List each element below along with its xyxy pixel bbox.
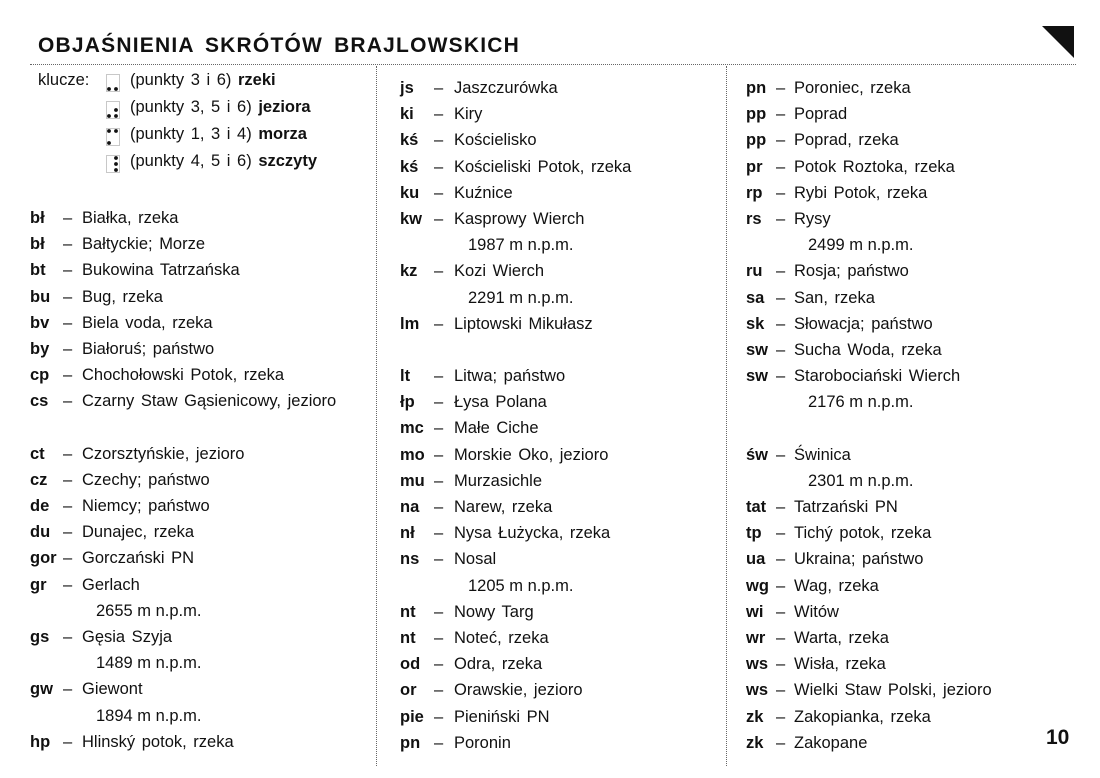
braille-dot bbox=[107, 129, 111, 133]
abbreviation: pn bbox=[746, 79, 767, 97]
description: Potok Roztoka, rzeka bbox=[794, 157, 955, 176]
abbreviation: tp bbox=[746, 524, 762, 543]
dash-separator: – bbox=[434, 471, 444, 490]
dash-separator: – bbox=[434, 131, 444, 150]
dash-separator: – bbox=[63, 209, 73, 227]
dash-separator: – bbox=[776, 707, 786, 726]
dash-separator: – bbox=[776, 131, 786, 150]
dash-separator: – bbox=[63, 523, 73, 542]
dash-separator: – bbox=[63, 287, 73, 306]
braille-key-points: (punkty 1, 3 i 4) bbox=[130, 125, 252, 143]
braille-cell-icon bbox=[106, 155, 120, 173]
description: San, rzeka bbox=[794, 288, 875, 307]
description: Małe Ciche bbox=[454, 419, 539, 438]
dash-separator: – bbox=[434, 79, 444, 97]
description: Kasprowy Wierch bbox=[454, 209, 585, 228]
description: Witów bbox=[794, 602, 839, 621]
description: Rybi Potok, rzeka bbox=[794, 183, 928, 202]
braille-key-text bbox=[130, 71, 276, 90]
abbreviation: ws bbox=[746, 681, 769, 700]
dash-separator: – bbox=[434, 262, 444, 281]
abbreviation: ki bbox=[400, 105, 414, 124]
page-title: OBJAŚNIENIA SKRÓTÓW BRAJLOWSKICH bbox=[38, 34, 520, 57]
braille-cell-icon bbox=[106, 128, 120, 146]
dash-separator: – bbox=[776, 445, 786, 464]
abbreviation: gr bbox=[30, 575, 47, 594]
dash-separator: – bbox=[776, 681, 786, 700]
braille-dot bbox=[114, 129, 118, 133]
braille-key-category: morza bbox=[258, 125, 307, 143]
abbreviation: zk bbox=[746, 707, 764, 726]
description: Gerlach bbox=[82, 575, 140, 594]
braille-key-points: (punkty 3 i 6) bbox=[130, 71, 232, 89]
dash-separator: – bbox=[776, 340, 786, 359]
description: Poroniec, rzeka bbox=[794, 79, 911, 97]
abbreviation: mo bbox=[400, 445, 425, 464]
dash-separator: – bbox=[776, 602, 786, 621]
description: Bug, rzeka bbox=[82, 287, 163, 306]
elevation: 1205 m n.p.m. bbox=[468, 576, 574, 595]
abbreviation: cp bbox=[30, 366, 50, 385]
column-divider-2 bbox=[726, 66, 727, 766]
description: Jaszczurówka bbox=[454, 79, 558, 97]
abbreviation: na bbox=[400, 498, 420, 516]
braille-key-category: rzeki bbox=[237, 71, 276, 89]
dash-separator: – bbox=[776, 733, 786, 752]
description: Tatrzański PN bbox=[794, 498, 898, 516]
braille-dot bbox=[114, 168, 118, 172]
dash-separator: – bbox=[776, 262, 786, 281]
description: Wisła, rzeka bbox=[794, 655, 886, 674]
dash-separator: – bbox=[434, 209, 444, 228]
description: Litwa; państwo bbox=[454, 367, 566, 386]
description: Czorsztyńskie, jezioro bbox=[82, 444, 245, 463]
dash-separator: – bbox=[776, 314, 786, 333]
abbreviation: or bbox=[400, 681, 417, 700]
dash-separator: – bbox=[434, 707, 444, 726]
column-divider-1 bbox=[376, 66, 377, 766]
corner-triangle-icon bbox=[1042, 26, 1074, 58]
dash-separator: – bbox=[434, 681, 444, 700]
description: Warta, rzeka bbox=[794, 628, 889, 647]
abbreviation: gor bbox=[30, 549, 57, 568]
abbreviation: sw bbox=[746, 367, 769, 386]
abbreviation: kś bbox=[400, 157, 419, 176]
dash-separator: – bbox=[776, 628, 786, 647]
description: Łysa Polana bbox=[454, 393, 547, 412]
dash-separator: – bbox=[434, 393, 444, 412]
braille-key-text bbox=[130, 98, 311, 117]
elevation: 1894 m n.p.m. bbox=[96, 706, 202, 725]
dash-separator: – bbox=[776, 105, 786, 124]
abbreviation: pr bbox=[746, 157, 763, 176]
dash-separator: – bbox=[776, 157, 786, 176]
dash-separator: – bbox=[434, 550, 444, 569]
description: Sucha Woda, rzeka bbox=[794, 340, 942, 359]
description: Pieniński PN bbox=[454, 707, 550, 726]
description: Narew, rzeka bbox=[454, 498, 553, 516]
abbreviation: pp bbox=[746, 105, 767, 124]
page-number: 10 bbox=[1046, 726, 1070, 749]
braille-dot bbox=[114, 108, 118, 112]
dash-separator: – bbox=[63, 680, 73, 699]
description: Bałtyckie; Morze bbox=[82, 235, 206, 254]
dash-separator: – bbox=[434, 157, 444, 176]
elevation: 2176 m n.p.m. bbox=[808, 393, 914, 412]
abbreviation: sa bbox=[746, 288, 765, 307]
abbreviation: rp bbox=[746, 183, 763, 202]
abbreviation: wr bbox=[746, 628, 766, 647]
description: Kościelisko bbox=[454, 131, 537, 150]
abbreviation: gs bbox=[30, 628, 50, 646]
abbreviation: ws bbox=[746, 655, 769, 674]
abbreviation: gw bbox=[30, 680, 53, 699]
abbreviation: kś bbox=[400, 131, 419, 150]
dash-separator: – bbox=[63, 366, 73, 385]
description: Dunajec, rzeka bbox=[82, 523, 195, 542]
abbreviation: sk bbox=[746, 314, 765, 333]
dash-separator: – bbox=[63, 470, 73, 489]
dash-separator: – bbox=[63, 261, 73, 280]
abbreviation: ns bbox=[400, 550, 420, 569]
dash-separator: – bbox=[63, 339, 73, 358]
dash-separator: – bbox=[434, 105, 444, 124]
dash-separator: – bbox=[776, 209, 786, 228]
description: Nysa Łużycka, rzeka bbox=[454, 524, 611, 543]
abbreviation: nł bbox=[400, 524, 415, 543]
dash-separator: – bbox=[776, 183, 786, 202]
dash-separator: – bbox=[776, 576, 786, 595]
abbreviation: ua bbox=[746, 550, 766, 569]
abbreviation: cz bbox=[30, 470, 48, 489]
dash-separator: – bbox=[434, 628, 444, 647]
description: Czechy; państwo bbox=[82, 470, 210, 489]
description: Słowacja; państwo bbox=[794, 314, 933, 333]
dash-separator: – bbox=[434, 602, 444, 621]
description: Świnica bbox=[794, 445, 851, 464]
description: Kiry bbox=[454, 105, 483, 124]
dash-separator: – bbox=[63, 497, 73, 516]
abbreviation: du bbox=[30, 523, 51, 542]
description: Poronin bbox=[454, 733, 511, 752]
dash-separator: – bbox=[434, 419, 444, 438]
description: Rosja; państwo bbox=[794, 262, 909, 281]
elevation: 1987 m n.p.m. bbox=[468, 236, 574, 255]
abbreviation: de bbox=[30, 497, 50, 516]
dash-separator: – bbox=[434, 733, 444, 752]
braille-cell-icon bbox=[106, 74, 120, 92]
abbreviation: cs bbox=[30, 392, 49, 411]
braille-dot bbox=[107, 141, 111, 145]
elevation: 1489 m n.p.m. bbox=[96, 654, 202, 673]
elevation: 2655 m n.p.m. bbox=[96, 601, 202, 620]
keys-label: klucze: bbox=[38, 71, 90, 89]
abbreviation: sw bbox=[746, 340, 769, 359]
dash-separator: – bbox=[63, 549, 73, 568]
abbreviation: pie bbox=[400, 707, 424, 726]
dash-separator: – bbox=[776, 367, 786, 386]
dash-separator: – bbox=[63, 628, 73, 646]
abbreviation: lt bbox=[400, 367, 411, 386]
abbreviation: by bbox=[30, 339, 50, 358]
description: Biela voda, rzeka bbox=[82, 313, 213, 332]
abbreviation: od bbox=[400, 655, 421, 674]
description: Zakopane bbox=[794, 733, 868, 752]
dash-separator: – bbox=[63, 235, 73, 254]
abbreviation: zk bbox=[746, 733, 764, 752]
description: Orawskie, jezioro bbox=[454, 681, 583, 700]
abbreviation: bt bbox=[30, 261, 46, 280]
description: Kościeliski Potok, rzeka bbox=[454, 157, 632, 176]
abbreviation: mu bbox=[400, 471, 425, 490]
description: Nosal bbox=[454, 550, 497, 569]
braille-dot bbox=[114, 156, 118, 160]
abbreviation: wi bbox=[746, 602, 764, 621]
abbreviation: ru bbox=[746, 262, 763, 281]
dash-separator: – bbox=[63, 444, 73, 463]
dash-separator: – bbox=[776, 498, 786, 516]
dash-separator: – bbox=[776, 524, 786, 543]
dash-separator: – bbox=[63, 575, 73, 594]
description: Tichý potok, rzeka bbox=[794, 524, 932, 543]
dash-separator: – bbox=[776, 550, 786, 569]
abbreviation: bł bbox=[30, 235, 45, 254]
braille-dot bbox=[114, 114, 118, 118]
description: Morskie Oko, jezioro bbox=[454, 445, 609, 464]
description: Zakopianka, rzeka bbox=[794, 707, 931, 726]
braille-dot bbox=[114, 162, 118, 166]
braille-dot bbox=[107, 87, 111, 91]
dash-separator: – bbox=[63, 732, 73, 751]
dash-separator: – bbox=[434, 498, 444, 516]
abbreviation: bu bbox=[30, 287, 51, 306]
dash-separator: – bbox=[434, 314, 444, 333]
abbreviation: mc bbox=[400, 419, 424, 438]
description: Poprad bbox=[794, 105, 848, 124]
braille-dot bbox=[107, 114, 111, 118]
description: Wag, rzeka bbox=[794, 576, 879, 595]
description: Ukraina; państwo bbox=[794, 550, 924, 569]
description: Hlinský potok, rzeka bbox=[82, 732, 234, 751]
elevation: 2291 m n.p.m. bbox=[468, 288, 574, 307]
dash-separator: – bbox=[63, 392, 73, 411]
braille-key-points: (punkty 3, 5 i 6) bbox=[130, 98, 252, 116]
braille-key-text bbox=[130, 125, 307, 144]
abbreviation: js bbox=[400, 79, 414, 97]
dash-separator: – bbox=[776, 288, 786, 307]
braille-key-category: szczyty bbox=[258, 152, 318, 170]
abbreviation: św bbox=[746, 445, 769, 464]
description: Poprad, rzeka bbox=[794, 131, 899, 150]
description: Białka, rzeka bbox=[82, 209, 179, 227]
abbreviation: nt bbox=[400, 602, 416, 621]
description: Odra, rzeka bbox=[454, 655, 543, 674]
description: Starobociański Wierch bbox=[794, 367, 961, 386]
description: Białoruś; państwo bbox=[82, 339, 215, 358]
abbreviation: lm bbox=[400, 314, 420, 333]
abbreviation: pp bbox=[746, 131, 767, 150]
description: Kuźnice bbox=[454, 183, 513, 202]
description: Giewont bbox=[82, 680, 143, 699]
dash-separator: – bbox=[434, 524, 444, 543]
description: Gęsia Szyja bbox=[82, 628, 173, 646]
description: Bukowina Tatrzańska bbox=[82, 261, 240, 280]
dash-separator: – bbox=[434, 367, 444, 386]
description: Niemcy; państwo bbox=[82, 497, 210, 516]
description: Czarny Staw Gąsienicowy, jezioro bbox=[82, 392, 337, 411]
description: Wielki Staw Polski, jezioro bbox=[794, 681, 992, 700]
abbreviation: hp bbox=[30, 732, 51, 751]
dash-separator: – bbox=[434, 183, 444, 202]
dash-separator: – bbox=[434, 655, 444, 674]
title-divider bbox=[30, 64, 1076, 65]
abbreviation: kz bbox=[400, 262, 418, 281]
description: Liptowski Mikułasz bbox=[454, 314, 593, 333]
abbreviation: kw bbox=[400, 209, 423, 228]
braille-key-category: jeziora bbox=[258, 98, 311, 116]
elevation: 2301 m n.p.m. bbox=[808, 471, 914, 490]
dash-separator: – bbox=[776, 79, 786, 97]
description: Gorczański PN bbox=[82, 549, 195, 568]
braille-dot bbox=[114, 87, 118, 91]
dash-separator: – bbox=[776, 655, 786, 674]
description: Rysy bbox=[794, 209, 831, 228]
abbreviation: łp bbox=[400, 393, 415, 412]
abbreviation: nt bbox=[400, 628, 416, 647]
elevation: 2499 m n.p.m. bbox=[808, 236, 914, 255]
description: Kozi Wierch bbox=[454, 262, 545, 281]
abbreviation: bł bbox=[30, 209, 45, 227]
dash-separator: – bbox=[63, 313, 73, 332]
description: Nowy Targ bbox=[454, 602, 534, 621]
braille-key-text bbox=[130, 152, 317, 171]
abbreviation: ct bbox=[30, 444, 45, 463]
dash-separator: – bbox=[434, 445, 444, 464]
abbreviation: wg bbox=[746, 576, 769, 595]
description: Chochołowski Potok, rzeka bbox=[82, 366, 285, 385]
braille-key-points: (punkty 4, 5 i 6) bbox=[130, 152, 252, 170]
description: Noteć, rzeka bbox=[454, 628, 549, 647]
abbreviation: tat bbox=[746, 498, 767, 516]
abbreviation: rs bbox=[746, 209, 762, 228]
abbreviation: ku bbox=[400, 183, 420, 202]
abbreviation: pn bbox=[400, 733, 421, 752]
abbreviation: bv bbox=[30, 313, 50, 332]
braille-cell-icon bbox=[106, 101, 120, 119]
description: Murzasichle bbox=[454, 471, 543, 490]
